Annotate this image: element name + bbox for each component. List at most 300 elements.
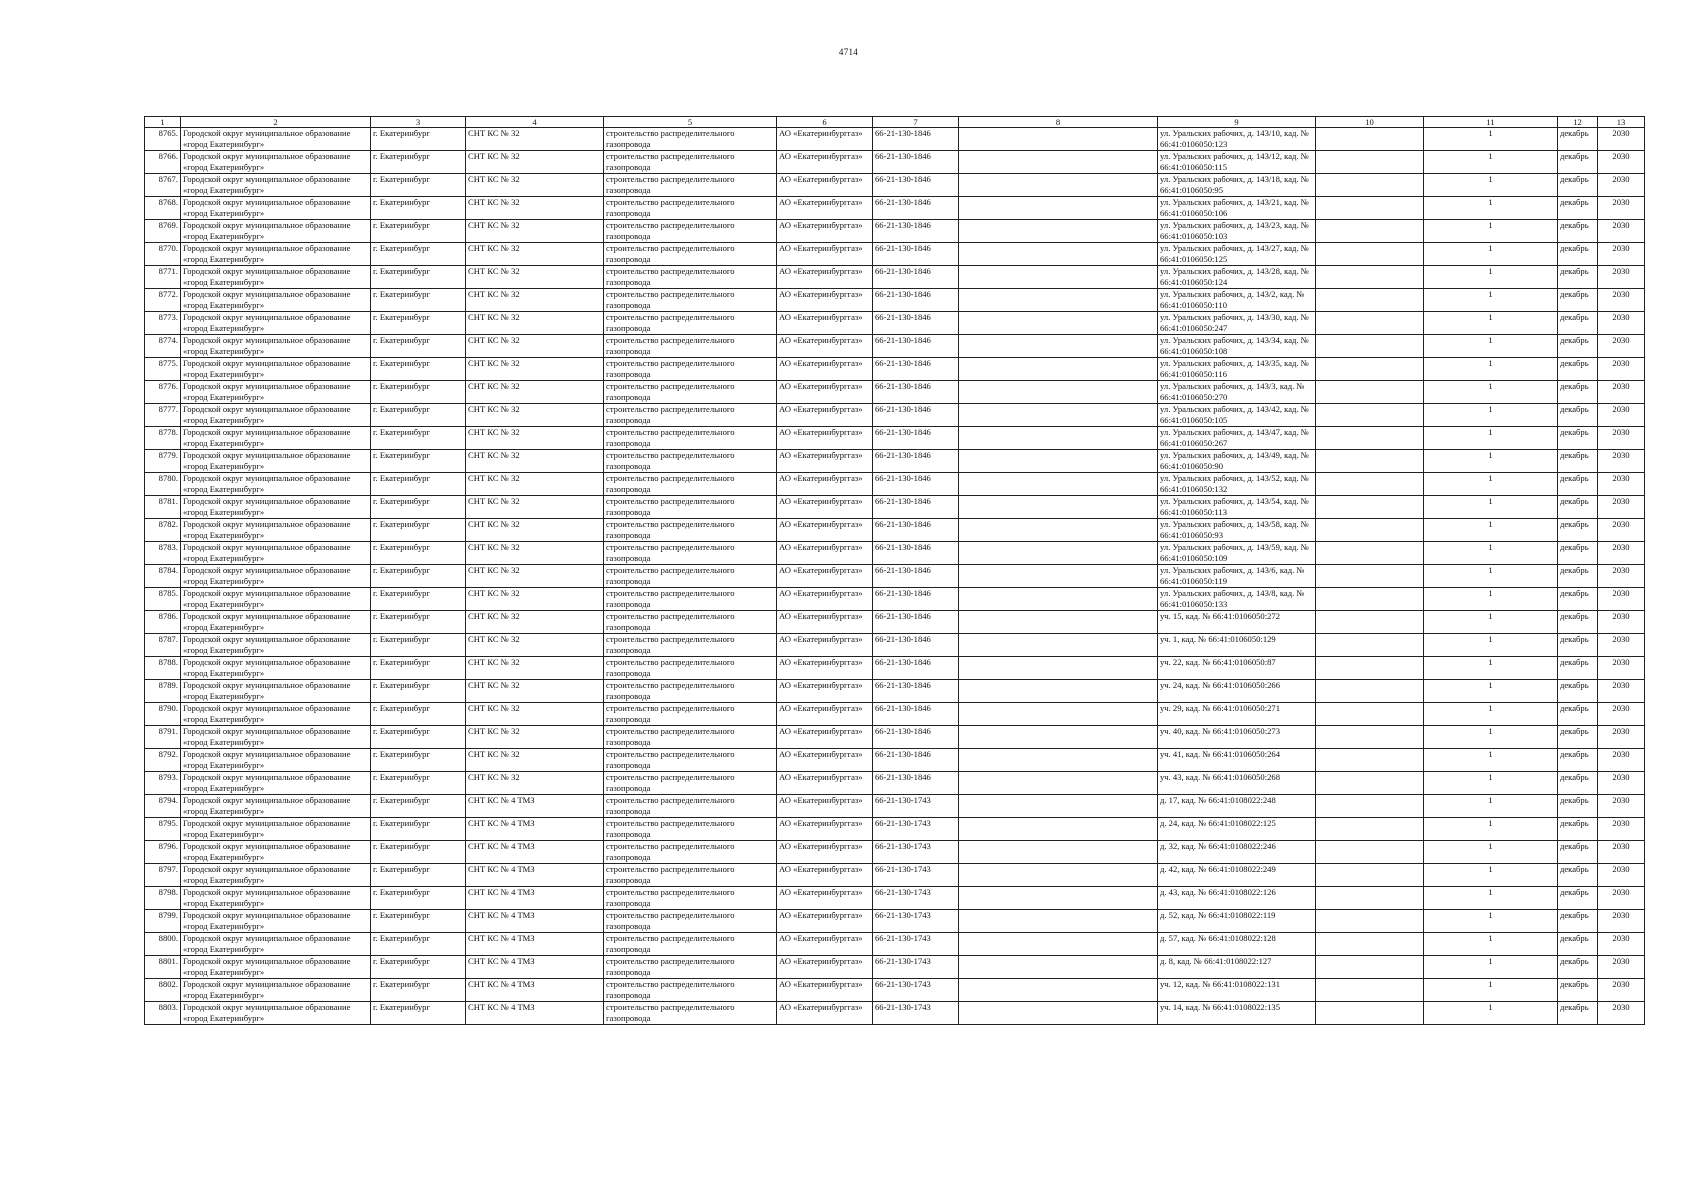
count-cell: 1 <box>1424 611 1558 634</box>
year-cell: 2030 <box>1598 496 1645 519</box>
row-number: 8787. <box>145 634 181 657</box>
month-cell: декабрь <box>1558 243 1598 266</box>
work-type-cell: строительство распределительного газопровода <box>604 565 777 588</box>
municipality-cell: Городской округ муниципальное образование «город Екатеринбург» <box>181 795 371 818</box>
object-cell: СНТ КС № 32 <box>466 473 604 496</box>
work-type-cell: строительство распределительного газопровода <box>604 151 777 174</box>
municipality-cell: Городской округ муниципальное образование «город Екатеринбург» <box>181 956 371 979</box>
row-number: 8774. <box>145 335 181 358</box>
month-cell: декабрь <box>1558 565 1598 588</box>
row-number: 8782. <box>145 519 181 542</box>
tech-conditions-cell: 66-21-130-1743 <box>873 887 959 910</box>
municipality-cell: Городской округ муниципальное образование «город Екатеринбург» <box>181 496 371 519</box>
month-cell: декабрь <box>1558 496 1598 519</box>
tech-conditions-cell: 66-21-130-1846 <box>873 450 959 473</box>
work-type-cell: строительство распределительного газопровода <box>604 220 777 243</box>
work-type-cell: строительство распределительного газопровода <box>604 473 777 496</box>
city-cell: г. Екатеринбург <box>371 772 466 795</box>
municipality-cell: Городской округ муниципальное образование «город Екатеринбург» <box>181 174 371 197</box>
month-cell: декабрь <box>1558 358 1598 381</box>
object-cell: СНТ КС № 32 <box>466 335 604 358</box>
address-cell: ул. Уральских рабочих, д. 143/23, кад. № 66:41:0106050:103 <box>1158 220 1316 243</box>
address-cell: ул. Уральских рабочих, д. 143/35, кад. № 66:41:0106050:116 <box>1158 358 1316 381</box>
company-cell: АО «Екатеринбурггаз» <box>777 1002 873 1025</box>
object-cell: СНТ КС № 32 <box>466 312 604 335</box>
tech-conditions-cell: 66-21-130-1846 <box>873 358 959 381</box>
address-cell: ул. Уральских рабочих, д. 143/8, кад. № 66:41:0106050:133 <box>1158 588 1316 611</box>
address-cell: д. 57, кад. № 66:41:0108022:128 <box>1158 933 1316 956</box>
tech-conditions-cell: 66-21-130-1846 <box>873 151 959 174</box>
count-cell: 1 <box>1424 312 1558 335</box>
work-type-cell: строительство распределительного газопровода <box>604 174 777 197</box>
column-8-cell <box>959 496 1158 519</box>
year-cell: 2030 <box>1598 634 1645 657</box>
column-header-12: 12 <box>1558 117 1598 128</box>
object-cell: СНТ КС № 4 ТМЗ <box>466 933 604 956</box>
city-cell: г. Екатеринбург <box>371 197 466 220</box>
year-cell: 2030 <box>1598 404 1645 427</box>
month-cell: декабрь <box>1558 335 1598 358</box>
column-10-cell <box>1316 680 1424 703</box>
row-number: 8780. <box>145 473 181 496</box>
column-10-cell <box>1316 795 1424 818</box>
work-type-cell: строительство распределительного газопровода <box>604 611 777 634</box>
address-cell: ул. Уральских рабочих, д. 143/54, кад. № 66:41:0106050:113 <box>1158 496 1316 519</box>
object-cell: СНТ КС № 32 <box>466 657 604 680</box>
column-header-11: 11 <box>1424 117 1558 128</box>
month-cell: декабрь <box>1558 657 1598 680</box>
city-cell: г. Екатеринбург <box>371 749 466 772</box>
column-8-cell <box>959 933 1158 956</box>
work-type-cell: строительство распределительного газопровода <box>604 772 777 795</box>
column-header-10: 10 <box>1316 117 1424 128</box>
company-cell: АО «Екатеринбурггаз» <box>777 496 873 519</box>
company-cell: АО «Екатеринбурггаз» <box>777 611 873 634</box>
object-cell: СНТ КС № 32 <box>466 358 604 381</box>
year-cell: 2030 <box>1598 887 1645 910</box>
row-number: 8800. <box>145 933 181 956</box>
column-8-cell <box>959 680 1158 703</box>
month-cell: декабрь <box>1558 404 1598 427</box>
month-cell: декабрь <box>1558 450 1598 473</box>
column-10-cell <box>1316 220 1424 243</box>
row-number: 8797. <box>145 864 181 887</box>
column-8-cell <box>959 542 1158 565</box>
city-cell: г. Екатеринбург <box>371 979 466 1002</box>
object-cell: СНТ КС № 32 <box>466 542 604 565</box>
address-cell: уч. 29, кад. № 66:41:0106050:271 <box>1158 703 1316 726</box>
tech-conditions-cell: 66-21-130-1846 <box>873 749 959 772</box>
column-8-cell <box>959 174 1158 197</box>
work-type-cell: строительство распределительного газопровода <box>604 289 777 312</box>
count-cell: 1 <box>1424 887 1558 910</box>
table-row <box>145 289 1645 312</box>
year-cell: 2030 <box>1598 450 1645 473</box>
municipality-cell: Городской округ муниципальное образование «город Екатеринбург» <box>181 312 371 335</box>
column-10-cell <box>1316 427 1424 450</box>
count-cell: 1 <box>1424 588 1558 611</box>
count-cell: 1 <box>1424 450 1558 473</box>
municipality-cell: Городской округ муниципальное образование «город Екатеринбург» <box>181 864 371 887</box>
column-10-cell <box>1316 358 1424 381</box>
city-cell: г. Екатеринбург <box>371 427 466 450</box>
city-cell: г. Екатеринбург <box>371 956 466 979</box>
work-type-cell: строительство распределительного газопровода <box>604 864 777 887</box>
count-cell: 1 <box>1424 243 1558 266</box>
company-cell: АО «Екатеринбурггаз» <box>777 565 873 588</box>
column-8-cell <box>959 151 1158 174</box>
tech-conditions-cell: 66-21-130-1846 <box>873 220 959 243</box>
count-cell: 1 <box>1424 634 1558 657</box>
object-cell: СНТ КС № 32 <box>466 151 604 174</box>
address-cell: ул. Уральских рабочих, д. 143/52, кад. № 66:41:0106050:132 <box>1158 473 1316 496</box>
tech-conditions-cell: 66-21-130-1743 <box>873 864 959 887</box>
tech-conditions-cell: 66-21-130-1846 <box>873 312 959 335</box>
table-row <box>145 634 1645 657</box>
year-cell: 2030 <box>1598 381 1645 404</box>
year-cell: 2030 <box>1598 243 1645 266</box>
column-8-cell <box>959 220 1158 243</box>
table-row <box>145 174 1645 197</box>
address-cell: ул. Уральских рабочих, д. 143/2, кад. № 66:41:0106050:110 <box>1158 289 1316 312</box>
row-number: 8783. <box>145 542 181 565</box>
column-10-cell <box>1316 703 1424 726</box>
tech-conditions-cell: 66-21-130-1846 <box>873 266 959 289</box>
count-cell: 1 <box>1424 335 1558 358</box>
company-cell: АО «Екатеринбурггаз» <box>777 427 873 450</box>
table-row <box>145 450 1645 473</box>
city-cell: г. Екатеринбург <box>371 634 466 657</box>
month-cell: декабрь <box>1558 473 1598 496</box>
year-cell: 2030 <box>1598 611 1645 634</box>
row-number: 8772. <box>145 289 181 312</box>
city-cell: г. Екатеринбург <box>371 312 466 335</box>
company-cell: АО «Екатеринбурггаз» <box>777 657 873 680</box>
row-number: 8770. <box>145 243 181 266</box>
count-cell: 1 <box>1424 174 1558 197</box>
table-row <box>145 887 1645 910</box>
city-cell: г. Екатеринбург <box>371 933 466 956</box>
row-number: 8791. <box>145 726 181 749</box>
tech-conditions-cell: 66-21-130-1846 <box>873 565 959 588</box>
municipality-cell: Городской округ муниципальное образование «город Екатеринбург» <box>181 404 371 427</box>
city-cell: г. Екатеринбург <box>371 358 466 381</box>
company-cell: АО «Екатеринбурггаз» <box>777 312 873 335</box>
column-8-cell <box>959 1002 1158 1025</box>
work-type-cell: строительство распределительного газопровода <box>604 818 777 841</box>
month-cell: декабрь <box>1558 611 1598 634</box>
column-8-cell <box>959 450 1158 473</box>
tech-conditions-cell: 66-21-130-1846 <box>873 404 959 427</box>
object-cell: СНТ КС № 32 <box>466 427 604 450</box>
column-10-cell <box>1316 473 1424 496</box>
address-cell: ул. Уральских рабочих, д. 143/18, кад. № 66:41:0106050:95 <box>1158 174 1316 197</box>
column-10-cell <box>1316 128 1424 151</box>
address-cell: ул. Уральских рабочих, д. 143/10, кад. № 66:41:0106050:123 <box>1158 128 1316 151</box>
table-row <box>145 565 1645 588</box>
column-8-cell <box>959 887 1158 910</box>
company-cell: АО «Екатеринбурггаз» <box>777 979 873 1002</box>
work-type-cell: строительство распределительного газопровода <box>604 749 777 772</box>
tech-conditions-cell: 66-21-130-1846 <box>873 772 959 795</box>
address-cell: ул. Уральских рабочих, д. 143/47, кад. № 66:41:0106050:267 <box>1158 427 1316 450</box>
object-cell: СНТ КС № 4 ТМЗ <box>466 864 604 887</box>
column-10-cell <box>1316 588 1424 611</box>
column-10-cell <box>1316 818 1424 841</box>
table-row <box>145 956 1645 979</box>
column-header-1: 1 <box>145 117 181 128</box>
column-header-3: 3 <box>371 117 466 128</box>
work-type-cell: строительство распределительного газопровода <box>604 358 777 381</box>
count-cell: 1 <box>1424 289 1558 312</box>
month-cell: декабрь <box>1558 864 1598 887</box>
column-8-cell <box>959 795 1158 818</box>
company-cell: АО «Екатеринбурггаз» <box>777 266 873 289</box>
month-cell: декабрь <box>1558 887 1598 910</box>
object-cell: СНТ КС № 32 <box>466 266 604 289</box>
tech-conditions-cell: 66-21-130-1743 <box>873 818 959 841</box>
table-row <box>145 933 1645 956</box>
table-row <box>145 818 1645 841</box>
object-cell: СНТ КС № 32 <box>466 289 604 312</box>
count-cell: 1 <box>1424 864 1558 887</box>
work-type-cell: строительство распределительного газопровода <box>604 404 777 427</box>
company-cell: АО «Екатеринбурггаз» <box>777 289 873 312</box>
work-type-cell: строительство распределительного газопровода <box>604 979 777 1002</box>
city-cell: г. Екатеринбург <box>371 450 466 473</box>
month-cell: декабрь <box>1558 266 1598 289</box>
table-row <box>145 910 1645 933</box>
work-type-cell: строительство распределительного газопровода <box>604 795 777 818</box>
municipality-cell: Городской округ муниципальное образование «город Екатеринбург» <box>181 818 371 841</box>
company-cell: АО «Екатеринбурггаз» <box>777 703 873 726</box>
company-cell: АО «Екатеринбурггаз» <box>777 818 873 841</box>
object-cell: СНТ КС № 32 <box>466 726 604 749</box>
year-cell: 2030 <box>1598 841 1645 864</box>
month-cell: декабрь <box>1558 818 1598 841</box>
month-cell: декабрь <box>1558 1002 1598 1025</box>
tech-conditions-cell: 66-21-130-1743 <box>873 841 959 864</box>
company-cell: АО «Екатеринбурггаз» <box>777 956 873 979</box>
city-cell: г. Екатеринбург <box>371 726 466 749</box>
table-row <box>145 588 1645 611</box>
column-8-cell <box>959 979 1158 1002</box>
column-10-cell <box>1316 979 1424 1002</box>
address-cell: уч. 43, кад. № 66:41:0106050:268 <box>1158 772 1316 795</box>
count-cell: 1 <box>1424 979 1558 1002</box>
count-cell: 1 <box>1424 128 1558 151</box>
column-header-8: 8 <box>959 117 1158 128</box>
object-cell: СНТ КС № 4 ТМЗ <box>466 956 604 979</box>
address-cell: уч. 24, кад. № 66:41:0106050:266 <box>1158 680 1316 703</box>
object-cell: СНТ КС № 4 ТМЗ <box>466 841 604 864</box>
table-row <box>145 542 1645 565</box>
month-cell: декабрь <box>1558 151 1598 174</box>
row-number: 8801. <box>145 956 181 979</box>
year-cell: 2030 <box>1598 933 1645 956</box>
tech-conditions-cell: 66-21-130-1846 <box>873 289 959 312</box>
municipality-cell: Городской округ муниципальное образование «город Екатеринбург» <box>181 933 371 956</box>
month-cell: декабрь <box>1558 726 1598 749</box>
municipality-cell: Городской округ муниципальное образование «город Екатеринбург» <box>181 565 371 588</box>
row-number: 8777. <box>145 404 181 427</box>
column-header-13: 13 <box>1598 117 1645 128</box>
column-8-cell <box>959 197 1158 220</box>
city-cell: г. Екатеринбург <box>371 381 466 404</box>
column-header-6: 6 <box>777 117 873 128</box>
column-8-cell <box>959 128 1158 151</box>
company-cell: АО «Екатеринбурггаз» <box>777 450 873 473</box>
municipality-cell: Городской округ муниципальное образование «город Екатеринбург» <box>181 197 371 220</box>
object-cell: СНТ КС № 32 <box>466 634 604 657</box>
year-cell: 2030 <box>1598 289 1645 312</box>
object-cell: СНТ КС № 32 <box>466 749 604 772</box>
work-type-cell: строительство распределительного газопровода <box>604 519 777 542</box>
count-cell: 1 <box>1424 1002 1558 1025</box>
year-cell: 2030 <box>1598 657 1645 680</box>
city-cell: г. Екатеринбург <box>371 657 466 680</box>
municipality-cell: Городской округ муниципальное образование «город Екатеринбург» <box>181 151 371 174</box>
city-cell: г. Екатеринбург <box>371 818 466 841</box>
count-cell: 1 <box>1424 818 1558 841</box>
column-8-cell <box>959 772 1158 795</box>
month-cell: декабрь <box>1558 795 1598 818</box>
column-header-2: 2 <box>181 117 371 128</box>
municipality-cell: Городской округ муниципальное образование «город Екатеринбург» <box>181 887 371 910</box>
count-cell: 1 <box>1424 565 1558 588</box>
column-8-cell <box>959 588 1158 611</box>
address-cell: ул. Уральских рабочих, д. 143/3, кад. № 66:41:0106050:270 <box>1158 381 1316 404</box>
object-cell: СНТ КС № 4 ТМЗ <box>466 910 604 933</box>
work-type-cell: строительство распределительного газопровода <box>604 197 777 220</box>
object-cell: СНТ КС № 32 <box>466 565 604 588</box>
year-cell: 2030 <box>1598 519 1645 542</box>
table-row <box>145 841 1645 864</box>
year-cell: 2030 <box>1598 542 1645 565</box>
count-cell: 1 <box>1424 795 1558 818</box>
row-number: 8769. <box>145 220 181 243</box>
tech-conditions-cell: 66-21-130-1743 <box>873 933 959 956</box>
row-number: 8789. <box>145 680 181 703</box>
year-cell: 2030 <box>1598 749 1645 772</box>
municipality-cell: Городской округ муниципальное образование «город Екатеринбург» <box>181 841 371 864</box>
tech-conditions-cell: 66-21-130-1743 <box>873 1002 959 1025</box>
row-number: 8773. <box>145 312 181 335</box>
count-cell: 1 <box>1424 680 1558 703</box>
company-cell: АО «Екатеринбурггаз» <box>777 358 873 381</box>
municipality-cell: Городской округ муниципальное образование «город Екатеринбург» <box>181 542 371 565</box>
city-cell: г. Екатеринбург <box>371 864 466 887</box>
table-row <box>145 657 1645 680</box>
column-10-cell <box>1316 726 1424 749</box>
column-8-cell <box>959 611 1158 634</box>
row-number: 8781. <box>145 496 181 519</box>
column-8-cell <box>959 703 1158 726</box>
tech-conditions-cell: 66-21-130-1846 <box>873 174 959 197</box>
municipality-cell: Городской округ муниципальное образование «город Екатеринбург» <box>181 634 371 657</box>
column-header-9: 9 <box>1158 117 1316 128</box>
register-table <box>144 116 1645 1025</box>
municipality-cell: Городской округ муниципальное образование «город Екатеринбург» <box>181 243 371 266</box>
tech-conditions-cell: 66-21-130-1846 <box>873 634 959 657</box>
column-10-cell <box>1316 611 1424 634</box>
table-row <box>145 519 1645 542</box>
city-cell: г. Екатеринбург <box>371 611 466 634</box>
municipality-cell: Городской округ муниципальное образование «город Екатеринбург» <box>181 335 371 358</box>
company-cell: АО «Екатеринбурггаз» <box>777 220 873 243</box>
table-row <box>145 795 1645 818</box>
tech-conditions-cell: 66-21-130-1846 <box>873 128 959 151</box>
row-number: 8799. <box>145 910 181 933</box>
month-cell: декабрь <box>1558 519 1598 542</box>
municipality-cell: Городской округ муниципальное образование «город Екатеринбург» <box>181 289 371 312</box>
object-cell: СНТ КС № 4 ТМЗ <box>466 887 604 910</box>
row-number: 8768. <box>145 197 181 220</box>
city-cell: г. Екатеринбург <box>371 565 466 588</box>
object-cell: СНТ КС № 32 <box>466 519 604 542</box>
city-cell: г. Екатеринбург <box>371 887 466 910</box>
city-cell: г. Екатеринбург <box>371 473 466 496</box>
row-number: 8775. <box>145 358 181 381</box>
row-number: 8798. <box>145 887 181 910</box>
year-cell: 2030 <box>1598 956 1645 979</box>
count-cell: 1 <box>1424 404 1558 427</box>
tech-conditions-cell: 66-21-130-1846 <box>873 680 959 703</box>
city-cell: г. Екатеринбург <box>371 542 466 565</box>
object-cell: СНТ КС № 4 ТМЗ <box>466 818 604 841</box>
company-cell: АО «Екатеринбурггаз» <box>777 473 873 496</box>
company-cell: АО «Екатеринбурггаз» <box>777 795 873 818</box>
row-number: 8792. <box>145 749 181 772</box>
column-8-cell <box>959 864 1158 887</box>
address-cell: ул. Уральских рабочих, д. 143/49, кад. № 66:41:0106050:90 <box>1158 450 1316 473</box>
object-cell: СНТ КС № 32 <box>466 703 604 726</box>
work-type-cell: строительство распределительного газопровода <box>604 841 777 864</box>
count-cell: 1 <box>1424 473 1558 496</box>
municipality-cell: Городской округ муниципальное образование «город Екатеринбург» <box>181 703 371 726</box>
year-cell: 2030 <box>1598 427 1645 450</box>
municipality-cell: Городской округ муниципальное образование «город Екатеринбург» <box>181 726 371 749</box>
company-cell: АО «Екатеринбурггаз» <box>777 910 873 933</box>
address-cell: ул. Уральских рабочих, д. 143/27, кад. № 66:41:0106050:125 <box>1158 243 1316 266</box>
tech-conditions-cell: 66-21-130-1846 <box>873 657 959 680</box>
column-10-cell <box>1316 887 1424 910</box>
tech-conditions-cell: 66-21-130-1743 <box>873 956 959 979</box>
year-cell: 2030 <box>1598 220 1645 243</box>
company-cell: АО «Екатеринбурггаз» <box>777 335 873 358</box>
company-cell: АО «Екатеринбурггаз» <box>777 542 873 565</box>
column-8-cell <box>959 956 1158 979</box>
work-type-cell: строительство распределительного газопровода <box>604 450 777 473</box>
column-10-cell <box>1316 565 1424 588</box>
city-cell: г. Екатеринбург <box>371 1002 466 1025</box>
work-type-cell: строительство распределительного газопровода <box>604 312 777 335</box>
company-cell: АО «Екатеринбурггаз» <box>777 197 873 220</box>
municipality-cell: Городской округ муниципальное образование «город Екатеринбург» <box>181 128 371 151</box>
tech-conditions-cell: 66-21-130-1846 <box>873 473 959 496</box>
municipality-cell: Городской округ муниципальное образование «город Екатеринбург» <box>181 427 371 450</box>
table-row <box>145 197 1645 220</box>
tech-conditions-cell: 66-21-130-1846 <box>873 243 959 266</box>
table-row <box>145 1002 1645 1025</box>
year-cell: 2030 <box>1598 565 1645 588</box>
column-header-5: 5 <box>604 117 777 128</box>
column-10-cell <box>1316 450 1424 473</box>
address-cell: уч. 40, кад. № 66:41:0106050:273 <box>1158 726 1316 749</box>
table-row <box>145 381 1645 404</box>
municipality-cell: Городской округ муниципальное образование «город Екатеринбург» <box>181 979 371 1002</box>
count-cell: 1 <box>1424 749 1558 772</box>
